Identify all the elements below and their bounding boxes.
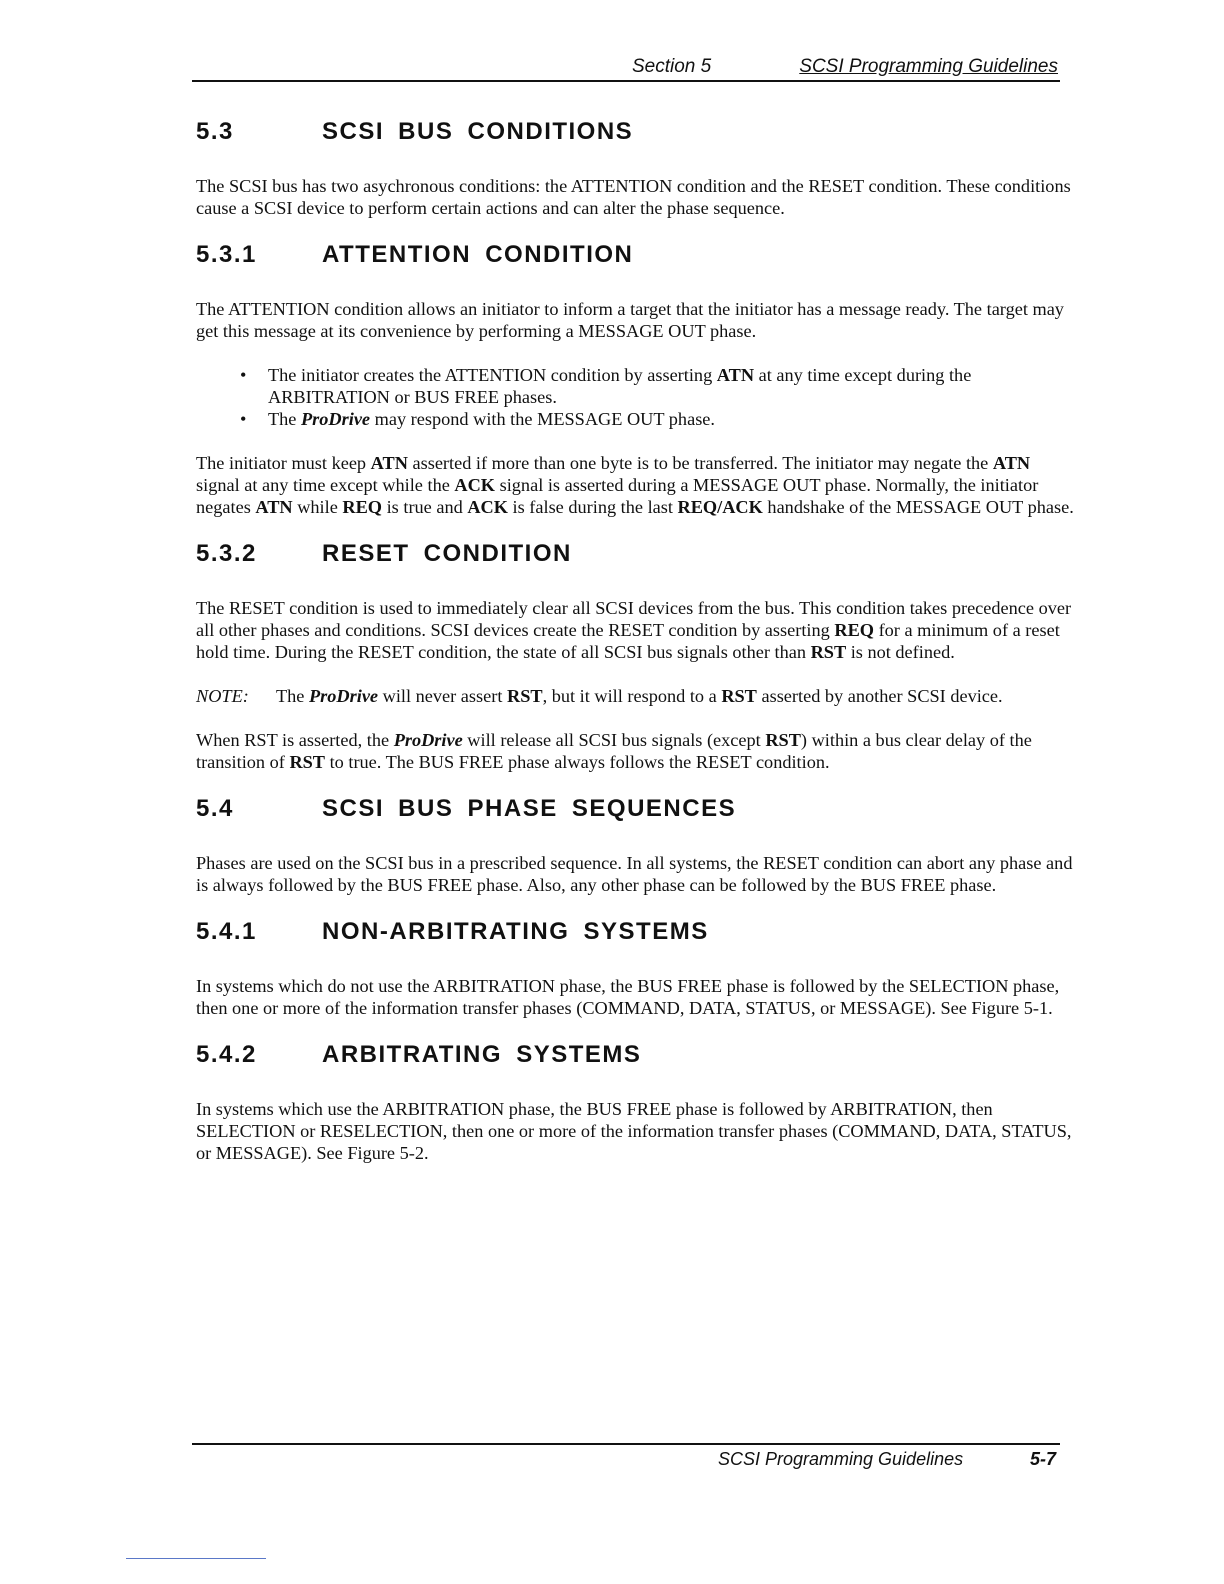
page-body [196,118,1076,1164]
heading-title: ARBITRATING SYSTEMS [322,1041,642,1068]
paragraph: The ATTENTION condition allows an initiator to inform a target that the initiator has a message ready. The target may get this message at its convenience by performing a MESSAGE OUT phase. [196,299,1064,341]
heading-title: NON-ARBITRATING SYSTEMS [322,918,709,945]
header-title: SCSI Programming Guidelines [799,56,1058,77]
page-number: 5-7 [1029,1449,1056,1469]
running-footer [192,1443,1060,1471]
heading-number: 5.3.2 [196,540,257,567]
scan-artifact-line [126,1558,266,1559]
heading-5-4-2 [196,1041,1076,1071]
heading-number: 5.4.1 [196,918,257,945]
list-item: • The initiator creates the ATTENTION condition by asserting ATN at any time except during the ARBITRATION or BUS FREE phases. [240,365,972,407]
heading-5-3-2 [196,540,1076,570]
heading-title: SCSI BUS PHASE SEQUENCES [322,795,737,822]
header-section: Section 5 [632,56,712,77]
heading-number: 5.4.2 [196,1041,257,1068]
heading-number: 5.3 [196,118,234,145]
note-label: NOTE: [196,686,249,706]
note-text: The ProDrive will never assert RST, but it will respond to a RST asserted by another SCSI device. [276,686,1003,706]
heading-5-4-1 [196,918,1076,948]
bullet-list [196,364,1076,430]
paragraph: In systems which use the ARBITRATION phase, the BUS FREE phase is followed by ARBITRATION, then SELECTION or RESELECTION, then one or more of the information transfer phases (COMMAND, DATA, STATUS, or MESSAGE). See Figure 5-2. [196,1099,1072,1163]
paragraph: The initiator must keep ATN asserted if more than one byte is to be transferred. The initiator may negate the ATN signal at any time except while the ACK signal is asserted during a MESSAGE OUT phase. Normally, the initiator negates ATN while REQ is true and ACK is false during the last REQ/ACK handshake of the MESSAGE OUT phase. [196,453,1074,517]
heading-title: SCSI BUS CONDITIONS [322,118,634,145]
paragraph: The RESET condition is used to immediately clear all SCSI devices from the bus. This condition takes precedence over all other phases and conditions. SCSI devices create the RESET condition by asserting REQ for a minimum of a reset hold time. During the RESET condition, the state of all SCSI bus signals other than RST is not defined. [196,598,1072,662]
heading-title: ATTENTION CONDITION [322,241,634,268]
heading-number: 5.4 [196,795,234,822]
note [196,685,1076,707]
heading-5-3-1 [196,241,1076,271]
paragraph: When RST is asserted, the ProDrive will release all SCSI bus signals (except RST) within a bus clear delay of the transition of RST to true. The BUS FREE phase always follows the RESET condition. [196,730,1032,772]
paragraph: Phases are used on the SCSI bus in a prescribed sequence. In all systems, the RESET condition can abort any phase and is always followed by the BUS FREE phase. Also, any other phase can be followed by the BUS FREE phase. [196,853,1073,895]
running-header [192,56,1060,82]
heading-title: RESET CONDITION [322,540,572,567]
paragraph: In systems which do not use the ARBITRATION phase, the BUS FREE phase is followed by the SELECTION phase, then one or more of the information transfer phases (COMMAND, DATA, STATUS, or MESSAGE). See Figure 5-1. [196,976,1060,1018]
heading-5-4 [196,795,1076,825]
footer-title: SCSI Programming Guidelines [718,1449,964,1469]
heading-5-3 [196,118,1076,148]
paragraph: The SCSI bus has two asychronous conditions: the ATTENTION condition and the RESET condition. These conditions cause a SCSI device to perform certain actions and can alter the phase sequence. [196,176,1071,218]
list-item: • The ProDrive may respond with the MESSAGE OUT phase. [240,409,715,429]
heading-number: 5.3.1 [196,241,257,268]
